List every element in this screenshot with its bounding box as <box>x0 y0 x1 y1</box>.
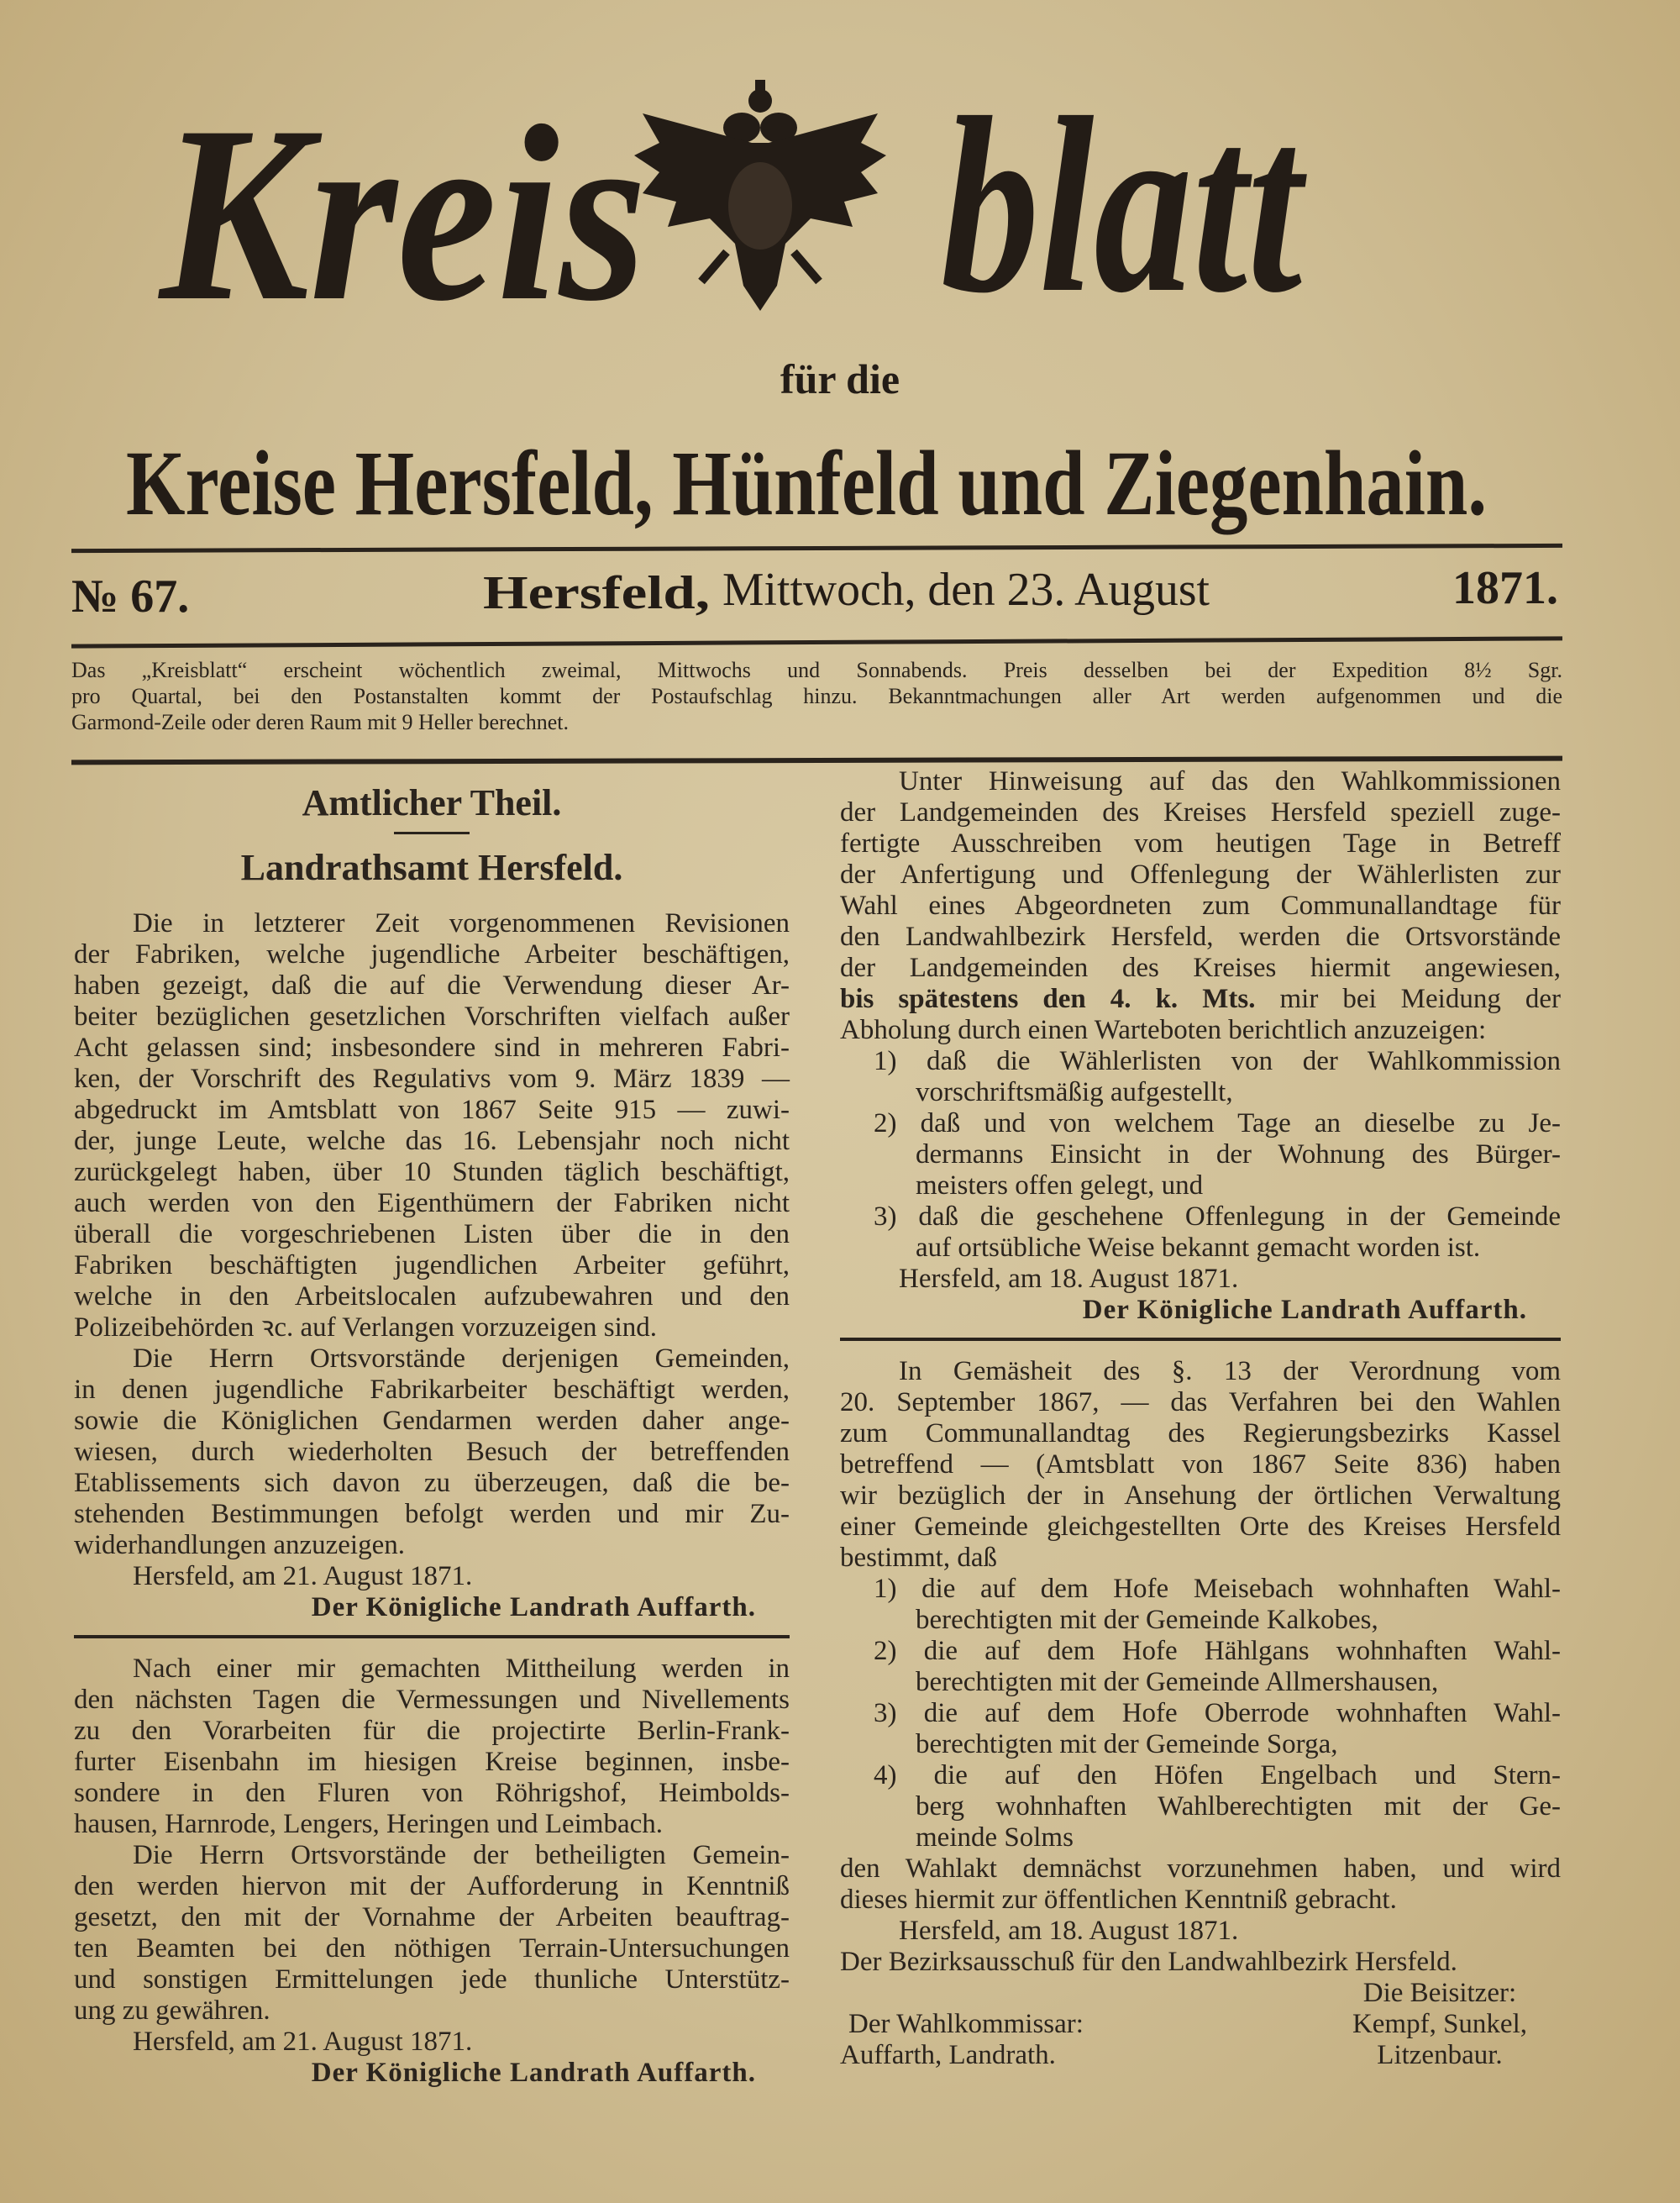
text-line: einer Gemeinde gleichgestellten Orte des Kreises Hersfeld <box>840 1512 1561 1542</box>
paragraph <box>840 1947 1561 1978</box>
text-segment: mir bei Meidung der <box>1255 984 1561 1014</box>
text-line: fertigte Ausschreiben vom heutigen Tage in Betreff <box>840 828 1561 859</box>
notice-line: pro Quartal, bei den Postanstalten kommt der Postaufschlag hinzu. Bekanntmachungen aller Art werden aufgenommen und die <box>71 684 1562 708</box>
text-line: Die in letzterer Zeit vorgenommenen Revisionen <box>133 908 790 939</box>
list-item <box>840 1201 1561 1264</box>
list-item <box>840 1760 1561 1853</box>
text-line: In Gemäsheit des §. 13 der Verordnung vom <box>899 1356 1561 1386</box>
text-line: Etablissements sich davon zu überzeugen, daß die be- <box>74 1468 790 1498</box>
text-line: der Landgemeinden des Kreises hiermit angewiesen, <box>840 953 1561 983</box>
text-line: auch werden von den Eigenthümern der Fabriken nicht <box>74 1188 790 1218</box>
short-rule <box>394 832 470 834</box>
text-line: ten Beamten bei den nöthigen Terrain-Untersuchungen <box>74 1933 790 1964</box>
paragraph <box>74 1840 790 2027</box>
text-line: auf ortsübliche Weise bekannt gemacht worden ist. <box>916 1233 1481 1263</box>
text-line: betreffend — (Amtsblatt von 1867 Seite 836) haben <box>840 1449 1561 1480</box>
signatories <box>840 1978 1561 2071</box>
text-line: zum Communallandtag des Regierungsbezirks Kassel <box>840 1418 1561 1449</box>
signatory-line: Auffarth, Landrath. <box>840 2040 1056 2070</box>
text-line <box>840 984 1561 1015</box>
right-column <box>840 766 1561 2071</box>
dateline: Hersfeld, am 18. August 1871. <box>899 1916 1239 1946</box>
text-line: den Landwahlbezirk Hersfeld, werden die Ortsvorstände <box>840 922 1561 952</box>
text-line: Polizeibehörden ꝛc. auf Verlangen vorzuzeigen sind. <box>74 1312 658 1343</box>
signature: Der Königliche Landrath Auffarth. <box>311 1592 756 1622</box>
text-line: den Wahlakt demnächst vorzunehmen haben, und wird <box>840 1853 1561 1884</box>
text-line: Die Herrn Ortsvorstände der betheiligten Gemein- <box>133 1840 790 1870</box>
text-line: in denen jugendliche Fabrikarbeiter beschäftigt werden, <box>74 1375 790 1405</box>
paragraph <box>840 1853 1561 1916</box>
text-line: sowie die Königlichen Gendarmen werden daher ange- <box>74 1406 790 1436</box>
issue-year: 1871. <box>1452 562 1558 614</box>
text-line: 20. September 1867, — das Verfahren bei den Wahlen <box>840 1387 1561 1417</box>
paragraph <box>74 908 790 1343</box>
list-item <box>840 1636 1561 1698</box>
signature: Der Königliche Landrath Auffarth. <box>311 2058 756 2088</box>
eagle-emblem <box>634 80 886 311</box>
column-rule <box>840 1338 1561 1341</box>
text-line: der Landgemeinden des Kreises Hersfeld speziell zuge- <box>840 797 1561 828</box>
text-line: wiesen, durch wiederholten Besuch der betreffenden <box>74 1437 790 1467</box>
signatory-line: Die Beisitzer: <box>1362 1978 1517 2008</box>
list-item <box>840 1108 1561 1201</box>
text-line: den werden hiervon mit der Aufforderung in Kenntniß <box>74 1871 790 1901</box>
text-line: 3) daß die geschehene Offenlegung in der Gemeinde <box>874 1201 1561 1232</box>
text-line: zu den Vorarbeiten für die projectirte Berlin-Frank- <box>74 1716 790 1746</box>
list-item <box>840 1046 1561 1108</box>
text-line: 2) die auf dem Hofe Hählgans wohnhaften Wahl- <box>874 1636 1561 1666</box>
masthead-title-left: Kreis <box>155 74 648 353</box>
text-line: der Anfertigung und Offenlegung der Wählerlisten zur <box>840 860 1561 890</box>
masthead-subtitle-small: für die <box>780 355 900 402</box>
text-line: welche in den Arbeitslocalen aufzubewahren und den <box>74 1281 790 1312</box>
dateline: Hersfeld, am 21. August 1871. <box>133 1561 473 1591</box>
column-rule <box>74 1635 790 1638</box>
text-line: meinde Solms <box>916 1822 1074 1853</box>
section-heading: Amtlicher Theil. <box>302 782 562 823</box>
text-line: gesetzt, den mit der Vornahme der Arbeiten beauftrag- <box>74 1902 790 1932</box>
text-line: bestimmt, daß <box>840 1543 997 1573</box>
text-line: stehenden Bestimmungen befolgt werden und mir Zu- <box>74 1499 790 1529</box>
text-line: dieses hiermit zur öffentlichen Kenntniß gebracht. <box>840 1885 1397 1915</box>
text-line: beiter bezüglichen gesetzlichen Vorschriften vielfach außer <box>74 1002 790 1032</box>
left-column <box>74 780 790 2089</box>
text-line: 1) daß die Wählerlisten von der Wahlkommission <box>874 1046 1561 1076</box>
text-line: der, junge Leute, welche das 16. Lebensjahr noch nicht <box>74 1126 790 1156</box>
paragraph <box>74 1343 790 1561</box>
signatory-line: Kempf, Sunkel, <box>1352 2009 1527 2039</box>
paragraph <box>840 766 1561 1046</box>
text-line: Acht gelassen sind; insbesondere sind in mehreren Fabri- <box>74 1033 790 1063</box>
text-line: Unter Hinweisung auf das den Wahlkommissionen <box>899 766 1561 797</box>
text-line: zurückgelegt haben, über 10 Stunden täglich beschäftigt, <box>74 1157 790 1187</box>
text-line: 1) die auf dem Hofe Meisebach wohnhaften Wahl- <box>874 1574 1561 1604</box>
masthead-title-right: blatt <box>941 66 1310 344</box>
notice-line: Das „Kreisblatt“ erscheint wöchentlich zweimal, Mittwochs und Sonnabends. Preis desselben bei der Expedition 8½ Sgr. <box>71 658 1562 682</box>
issue-number: № 67. <box>71 570 190 623</box>
text-line: überall die vorgeschriebenen Listen über die in den <box>74 1219 790 1249</box>
text-line: ken, der Vorschrift des Regulativs vom 9. März 1839 — <box>74 1064 790 1094</box>
masthead-subtitle: Kreise Hersfeld, Hünfeld und Ziegenhain. <box>126 432 1487 534</box>
text-line: Die Herrn Ortsvorstände derjenigen Gemeinden, <box>133 1343 790 1374</box>
text-line: widerhandlungen anzuzeigen. <box>74 1530 406 1560</box>
paragraph <box>840 1356 1561 1574</box>
list-item <box>840 1574 1561 1636</box>
text-line: der Fabriken, welche jugendliche Arbeiter beschäftigen, <box>74 939 790 970</box>
list-item <box>840 1698 1561 1760</box>
text-line: Nach einer mir gemachten Mittheilung werden in <box>133 1654 790 1684</box>
issue-place: Hersfeld, <box>483 567 710 619</box>
signature: Der Königliche Landrath Auffarth. <box>1082 1295 1527 1325</box>
text-line: 3) die auf dem Hofe Oberrode wohnhaften Wahl- <box>874 1698 1561 1728</box>
text-line: 4) die auf den Höfen Engelbach und Stern- <box>874 1760 1561 1790</box>
masthead <box>0 0 1680 546</box>
notice-line: Garmond-Zeile oder deren Raum mit 9 Heller berechnet. <box>71 710 569 734</box>
dateline: Hersfeld, am 18. August 1871. <box>899 1264 1239 1294</box>
emphasis-text: bis spätestens den 4. k. Mts. <box>840 984 1256 1014</box>
text-line: berg wohnhaften Wahlberechtigten mit der Ge- <box>916 1791 1561 1822</box>
text-line: den nächsten Tagen die Vermessungen und Nivellements <box>74 1685 790 1715</box>
text-line: berechtigten mit der Gemeinde Allmershausen, <box>916 1667 1439 1697</box>
text-line: dermanns Einsicht in der Wohnung des Bürger- <box>916 1139 1561 1170</box>
commissioner-signature <box>840 1978 1084 2071</box>
signatory-line: Litzenbaur. <box>1377 2040 1503 2070</box>
text-line: wir bezüglich der in Ansehung der örtlichen Verwaltung <box>840 1480 1561 1511</box>
text-line: furter Eisenbahn im hiesigen Kreise beginnen, insbe- <box>74 1747 790 1777</box>
issue-date: Mittwoch, den 23. August <box>722 564 1210 616</box>
text-line: abgedruckt im Amtsblatt von 1867 Seite 915 — zuwi- <box>74 1095 790 1125</box>
issue-line <box>0 555 1680 639</box>
text-line: haben gezeigt, daß die auf die Verwendung dieser Ar- <box>74 970 790 1001</box>
office-heading: Landrathsamt Hersfeld. <box>240 847 623 888</box>
text-line: Der Bezirksausschuß für den Landwahlbezirk Hersfeld. <box>840 1947 1457 1977</box>
text-line: berechtigten mit der Gemeinde Sorga, <box>916 1729 1338 1759</box>
text-line: Fabriken beschäftigten jugendlichen Arbeiter geführt, <box>74 1250 790 1280</box>
text-line: Abholung durch einen Warteboten berichtlich anzuzeigen: <box>840 1015 1487 1045</box>
text-line: sondere in den Fluren von Röhrigshof, Heimbolds- <box>74 1778 790 1808</box>
subscription-notice <box>71 657 1562 735</box>
section-rule <box>71 756 1562 765</box>
text-line: 2) daß und von welchem Tage an dieselbe zu Je- <box>874 1108 1561 1138</box>
text-line: vorschriftsmäßig aufgestellt, <box>916 1077 1233 1107</box>
signatory-line: Der Wahlkommissar: <box>848 2009 1084 2039</box>
text-line: und sonstigen Ermittelungen jede thunliche Unterstütz- <box>74 1964 790 1995</box>
paragraph <box>74 1654 790 1840</box>
dateline: Hersfeld, am 21. August 1871. <box>133 2027 473 2057</box>
text-line: hausen, Harnrode, Lengers, Heringen und Leimbach. <box>74 1809 663 1839</box>
text-line: meisters offen gelegt, und <box>916 1170 1204 1201</box>
text-line: ung zu gewähren. <box>74 1995 270 2026</box>
assessors-signature <box>1352 1978 1561 2071</box>
text-line: berechtigten mit der Gemeinde Kalkobes, <box>916 1605 1378 1635</box>
text-line: Wahl eines Abgeordneten zum Communallandtage für <box>840 891 1561 921</box>
